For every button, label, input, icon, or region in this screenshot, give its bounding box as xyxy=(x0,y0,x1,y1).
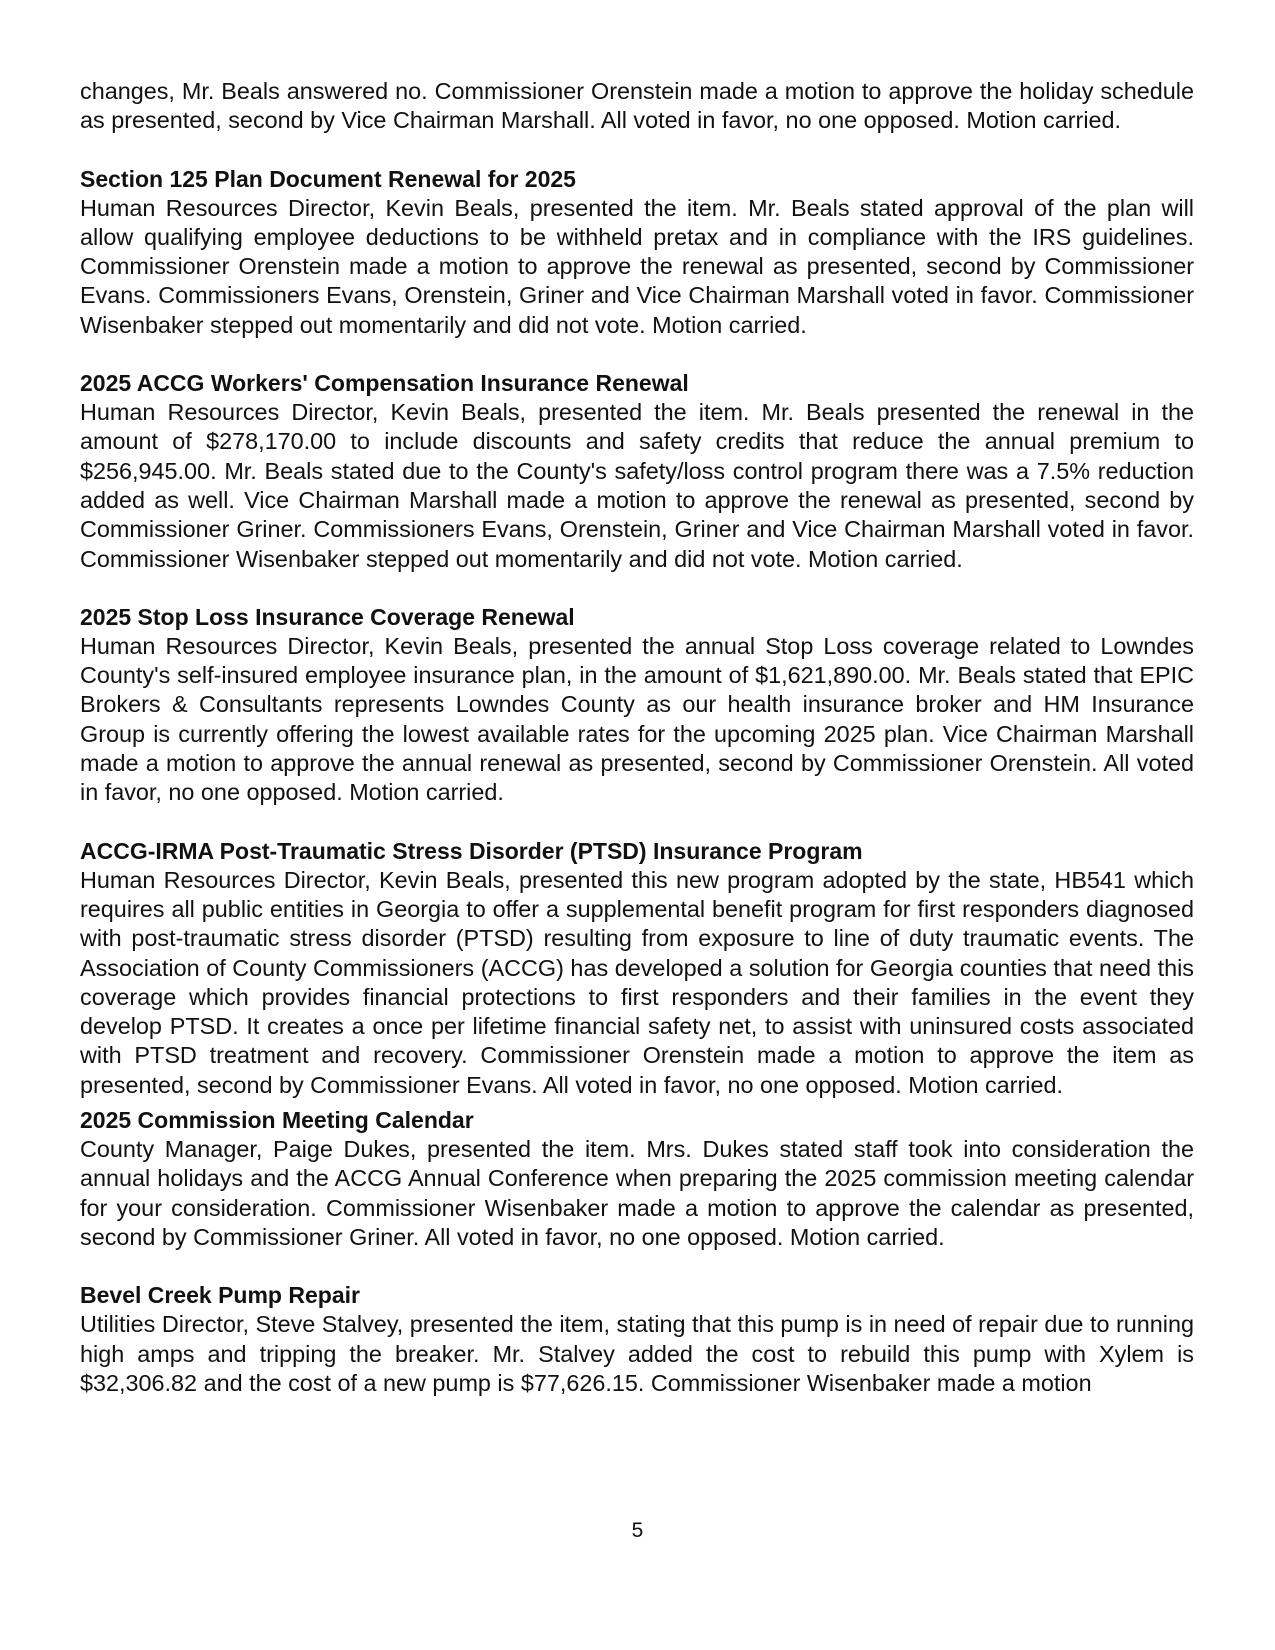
section-body: Human Resources Director, Kevin Beals, presented the item. Mr. Beals presented the renewal in the amount of $278,170.00 to include discounts and safety credits that reduce the annual premium to $256,945.00. Mr. Beals stated due to the County's safety/loss control program there was a 7.5% reduction added as well. Vice Chairman Marshall made a motion to approve the renewal as presented, second by Commissioner Griner. Commissioners Evans, Orenstein, Griner and Vice Chairman Marshall voted in favor. Commissioner Wisenbaker stepped out momentarily and did not vote. Motion carried. xyxy=(80,399,1194,572)
section-heading: 2025 Stop Loss Insurance Coverage Renewal xyxy=(80,603,575,630)
section-body: Human Resources Director, Kevin Beals, presented the annual Stop Loss coverage related to Lowndes County's self-insured employee insurance plan, in the amount of $1,621,890.00. Mr. Beals stated that EPIC Brokers & Consultants represents Lowndes County as our health insurance broker and HM Insurance Group is currently offering the lowest available rates for the upcoming 2025 plan. Vice Chairman Marshall made a motion to approve the annual renewal as presented, second by Commissioner Orenstein. All voted in favor, no one opposed. Motion carried. xyxy=(80,632,1194,806)
page-number: 5 xyxy=(631,1519,644,1542)
section-heading: 2025 Commission Meeting Calendar xyxy=(80,1107,474,1134)
section-heading: Bevel Creek Pump Repair xyxy=(80,1282,360,1309)
intro-paragraph: changes, Mr. Beals answered no. Commissioner Orenstein made a motion to approve the holiday schedule as presented, second by Vice Chairman Marshall. All voted in favor, no one opposed. Motion carried. xyxy=(80,78,1194,134)
section-heading: 2025 ACCG Workers' Compensation Insurance Renewal xyxy=(80,370,689,397)
section-workers-comp xyxy=(80,369,1194,574)
section-body: Human Resources Director, Kevin Beals, presented this new program adopted by the state, HB541 which requires all public entities in Georgia to offer a supplemental benefit program for first responders diagnosed with post-traumatic stress disorder (PTSD) resulting from exposure to line of duty traumatic events. The Association of County Commissioners (ACCG) has developed a solution for Georgia counties that need this coverage which provides financial protections to first responders and their families in the event they develop PTSD. It creates a once per lifetime financial safety net, to assist with uninsured costs associated with PTSD treatment and recovery. Commissioner Orenstein made a motion to approve the item as presented, second by Commissioner Evans. All voted in favor, no one opposed. Motion carried. xyxy=(80,866,1194,1098)
section-body: Utilities Director, Steve Stalvey, presented the item, stating that this pump is in need of repair due to running high amps and tripping the breaker. Mr. Stalvey added the cost to rebuild this pump with Xylem is $32,306.82 and the cost of a new pump is $77,626.15. Commissioner Wisenbaker made a motion xyxy=(80,1311,1194,1396)
section-125-plan xyxy=(80,165,1194,340)
section-meeting-calendar xyxy=(80,1106,1194,1252)
section-heading: Section 125 Plan Document Renewal for 2025 xyxy=(80,165,576,192)
section-body: Human Resources Director, Kevin Beals, presented the item. Mr. Beals stated approval of the plan will allow qualifying employee deductions to be withheld pretax and in compliance with the IRS guidelines. Commissioner Orenstein made a motion to approve the renewal as presented, second by Commissioner Evans. Commissioners Evans, Orenstein, Griner and Vice Chairman Marshall voted in favor. Commissioner Wisenbaker stepped out momentarily and did not vote. Motion carried. xyxy=(80,194,1194,338)
section-body: County Manager, Paige Dukes, presented the item. Mrs. Dukes stated staff took into consideration the annual holidays and the ACCG Annual Conference when preparing the 2025 commission meeting calendar for your consideration. Commissioner Wisenbaker made a motion to approve the calendar as presented, second by Commissioner Griner. All voted in favor, no one opposed. Motion carried. xyxy=(80,1136,1194,1250)
document-page xyxy=(80,77,1194,1398)
section-heading: ACCG-IRMA Post-Traumatic Stress Disorder (PTSD) Insurance Program xyxy=(80,837,863,864)
section-stop-loss xyxy=(80,603,1194,808)
section-pump-repair xyxy=(80,1281,1194,1398)
section-ptsd-program xyxy=(80,837,1194,1100)
